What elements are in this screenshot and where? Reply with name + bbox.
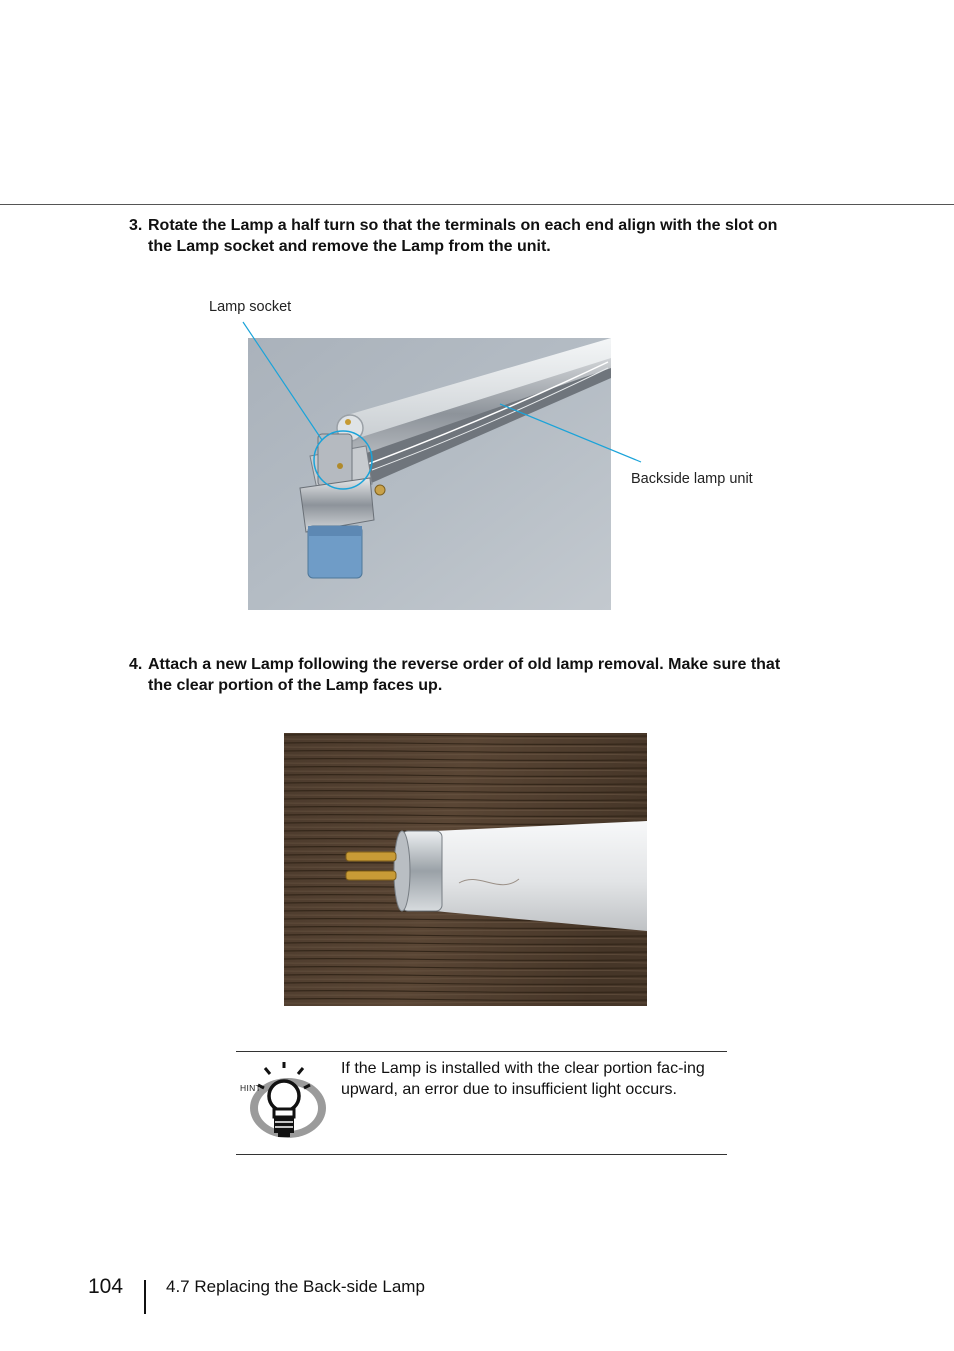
lamp-unit-illustration bbox=[248, 338, 611, 610]
photo-new-lamp bbox=[284, 733, 647, 1006]
step-3-line1: Rotate the Lamp a half turn so that the terminals on each end align with the slot on bbox=[148, 217, 778, 234]
step-3-line2: the Lamp socket and remove the Lamp from the unit. bbox=[148, 238, 551, 255]
hint-label: HINT bbox=[240, 1083, 262, 1093]
footer-section-title: 4.7 Replacing the Back-side Lamp bbox=[166, 1277, 425, 1296]
photo-backside-lamp-unit bbox=[248, 338, 611, 610]
step-3-number: 3. bbox=[129, 217, 143, 234]
footer-divider bbox=[144, 1280, 146, 1314]
step-4-line1: Attach a new Lamp following the reverse order of old lamp removal. Make sure that bbox=[148, 656, 781, 673]
header-rule bbox=[0, 204, 954, 205]
step-4 bbox=[129, 654, 849, 696]
hint-box bbox=[236, 1051, 727, 1155]
new-lamp-illustration bbox=[284, 733, 647, 1006]
callout-lamp-socket: Lamp socket bbox=[209, 299, 292, 315]
step-3 bbox=[129, 215, 849, 257]
page-number: 104 bbox=[88, 1275, 124, 1298]
callout-backside-lamp-unit: Backside lamp unit bbox=[631, 471, 753, 487]
hint-text: If the Lamp is installed with the clear portion fac-ing upward, an error due to insufficient light occurs. bbox=[341, 1060, 705, 1098]
step-4-number: 4. bbox=[129, 656, 143, 673]
step-4-line2: the clear portion of the Lamp faces up. bbox=[148, 677, 443, 694]
lightbulb-hint-icon bbox=[240, 1062, 326, 1142]
